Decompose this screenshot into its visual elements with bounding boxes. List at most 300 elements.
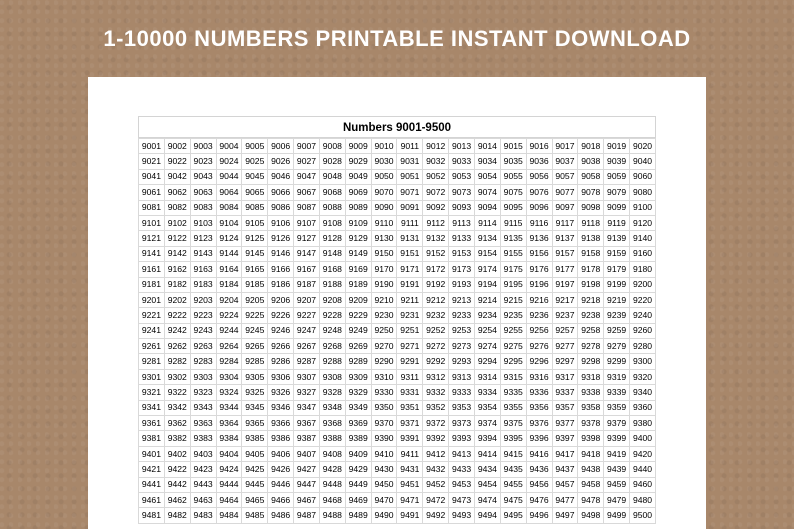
number-cell: 9329 [345, 385, 371, 400]
number-cell: 9432 [423, 462, 449, 477]
number-cell: 9388 [319, 431, 345, 446]
number-cell: 9427 [294, 462, 320, 477]
number-cell: 9201 [139, 292, 165, 307]
number-cell: 9337 [552, 385, 578, 400]
number-cell: 9414 [474, 446, 500, 461]
number-cell: 9004 [216, 139, 242, 154]
number-cell: 9221 [139, 308, 165, 323]
number-cell: 9246 [268, 323, 294, 338]
number-cell: 9076 [526, 185, 552, 200]
number-cell: 9492 [423, 508, 449, 523]
number-cell: 9114 [474, 215, 500, 230]
number-cell: 9103 [190, 215, 216, 230]
number-cell: 9222 [164, 308, 190, 323]
number-cell: 9472 [423, 492, 449, 507]
number-cell: 9200 [630, 277, 656, 292]
number-cell: 9247 [294, 323, 320, 338]
number-cell: 9196 [526, 277, 552, 292]
number-cell: 9275 [500, 339, 526, 354]
number-cell: 9319 [604, 369, 630, 384]
number-cell: 9307 [294, 369, 320, 384]
number-cell: 9297 [552, 354, 578, 369]
number-cell: 9057 [552, 169, 578, 184]
number-cell: 9161 [139, 262, 165, 277]
number-cell: 9224 [216, 308, 242, 323]
number-cell: 9471 [397, 492, 423, 507]
number-cell: 9383 [190, 431, 216, 446]
number-cell: 9230 [371, 308, 397, 323]
number-cell: 9343 [190, 400, 216, 415]
number-grid [138, 138, 656, 524]
number-cell: 9088 [319, 200, 345, 215]
number-cell: 9398 [578, 431, 604, 446]
number-cell: 9322 [164, 385, 190, 400]
number-cell: 9386 [268, 431, 294, 446]
number-cell: 9267 [294, 339, 320, 354]
number-cell: 9362 [164, 416, 190, 431]
number-cell: 9321 [139, 385, 165, 400]
grid-row [139, 215, 656, 230]
number-cell: 9363 [190, 416, 216, 431]
number-cell: 9393 [449, 431, 475, 446]
number-cell: 9479 [604, 492, 630, 507]
number-cell: 9232 [423, 308, 449, 323]
number-cell: 9174 [474, 262, 500, 277]
number-cell: 9330 [371, 385, 397, 400]
printable-paper [88, 77, 706, 529]
number-cell: 9409 [345, 446, 371, 461]
number-cell: 9429 [345, 462, 371, 477]
number-cell: 9381 [139, 431, 165, 446]
number-cell: 9134 [474, 231, 500, 246]
number-cell: 9040 [630, 154, 656, 169]
number-cell: 9027 [294, 154, 320, 169]
number-cell: 9083 [190, 200, 216, 215]
number-cell: 9008 [319, 139, 345, 154]
number-cell: 9459 [604, 477, 630, 492]
number-cell: 9394 [474, 431, 500, 446]
number-cell: 9021 [139, 154, 165, 169]
number-cell: 9462 [164, 492, 190, 507]
number-cell: 9152 [423, 246, 449, 261]
number-cell: 9176 [526, 262, 552, 277]
banner-title: 1-10000 NUMBERS PRINTABLE INSTANT DOWNLOAD [103, 26, 691, 51]
number-cell: 9339 [604, 385, 630, 400]
grid-row [139, 169, 656, 184]
number-cell: 9315 [500, 369, 526, 384]
number-cell: 9054 [474, 169, 500, 184]
number-cell: 9282 [164, 354, 190, 369]
number-cell: 9444 [216, 477, 242, 492]
number-cell: 9178 [578, 262, 604, 277]
number-cell: 9138 [578, 231, 604, 246]
number-cell: 9397 [552, 431, 578, 446]
number-cell: 9408 [319, 446, 345, 461]
number-cell: 9185 [242, 277, 268, 292]
number-cell: 9350 [371, 400, 397, 415]
number-cell: 9018 [578, 139, 604, 154]
number-cell: 9109 [345, 215, 371, 230]
number-cell: 9438 [578, 462, 604, 477]
number-cell: 9250 [371, 323, 397, 338]
number-cell: 9006 [268, 139, 294, 154]
number-cell: 9194 [474, 277, 500, 292]
number-cell: 9348 [319, 400, 345, 415]
number-cell: 9304 [216, 369, 242, 384]
number-cell: 9433 [449, 462, 475, 477]
number-cell: 9233 [449, 308, 475, 323]
number-cell: 9291 [397, 354, 423, 369]
number-cell: 9229 [345, 308, 371, 323]
number-cell: 9206 [268, 292, 294, 307]
number-cell: 9213 [449, 292, 475, 307]
number-cell: 9372 [423, 416, 449, 431]
number-cell: 9115 [500, 215, 526, 230]
number-cell: 9133 [449, 231, 475, 246]
number-cell: 9483 [190, 508, 216, 523]
number-cell: 9454 [474, 477, 500, 492]
number-cell: 9306 [268, 369, 294, 384]
number-cell: 9118 [578, 215, 604, 230]
number-cell: 9101 [139, 215, 165, 230]
number-cell: 9031 [397, 154, 423, 169]
number-cell: 9425 [242, 462, 268, 477]
number-cell: 9164 [216, 262, 242, 277]
number-cell: 9183 [190, 277, 216, 292]
number-cell: 9117 [552, 215, 578, 230]
number-cell: 9309 [345, 369, 371, 384]
number-cell: 9182 [164, 277, 190, 292]
number-cell: 9064 [216, 185, 242, 200]
number-cell: 9162 [164, 262, 190, 277]
number-cell: 9312 [423, 369, 449, 384]
number-cell: 9461 [139, 492, 165, 507]
number-cell: 9022 [164, 154, 190, 169]
number-cell: 9014 [474, 139, 500, 154]
number-cell: 9482 [164, 508, 190, 523]
number-cell: 9203 [190, 292, 216, 307]
number-cell: 9495 [500, 508, 526, 523]
number-cell: 9146 [268, 246, 294, 261]
number-cell: 9351 [397, 400, 423, 415]
number-cell: 9028 [319, 154, 345, 169]
number-cell: 9216 [526, 292, 552, 307]
number-cell: 9163 [190, 262, 216, 277]
number-cell: 9209 [345, 292, 371, 307]
number-cell: 9271 [397, 339, 423, 354]
grid-row [139, 154, 656, 169]
number-cell: 9148 [319, 246, 345, 261]
number-cell: 9102 [164, 215, 190, 230]
number-cell: 9111 [397, 215, 423, 230]
number-cell: 9055 [500, 169, 526, 184]
number-cell: 9242 [164, 323, 190, 338]
number-cell: 9292 [423, 354, 449, 369]
number-cell: 9316 [526, 369, 552, 384]
number-cell: 9407 [294, 446, 320, 461]
number-cell: 9048 [319, 169, 345, 184]
number-cell: 9120 [630, 215, 656, 230]
number-cell: 9205 [242, 292, 268, 307]
number-cell: 9198 [578, 277, 604, 292]
number-cell: 9211 [397, 292, 423, 307]
grid-row [139, 446, 656, 461]
number-cell: 9331 [397, 385, 423, 400]
number-cell: 9157 [552, 246, 578, 261]
number-cell: 9387 [294, 431, 320, 446]
number-cell: 9023 [190, 154, 216, 169]
number-sheet [138, 116, 656, 524]
number-cell: 9188 [319, 277, 345, 292]
number-cell: 9287 [294, 354, 320, 369]
number-cell: 9320 [630, 369, 656, 384]
number-cell: 9259 [604, 323, 630, 338]
number-cell: 9406 [268, 446, 294, 461]
number-cell: 9340 [630, 385, 656, 400]
number-cell: 9197 [552, 277, 578, 292]
number-cell: 9080 [630, 185, 656, 200]
number-cell: 9447 [294, 477, 320, 492]
number-cell: 9360 [630, 400, 656, 415]
number-cell: 9091 [397, 200, 423, 215]
number-cell: 9428 [319, 462, 345, 477]
grid-row [139, 308, 656, 323]
number-cell: 9166 [268, 262, 294, 277]
number-cell: 9442 [164, 477, 190, 492]
number-cell: 9441 [139, 477, 165, 492]
number-cell: 9003 [190, 139, 216, 154]
number-cell: 9142 [164, 246, 190, 261]
grid-row [139, 354, 656, 369]
number-cell: 9500 [630, 508, 656, 523]
number-cell: 9036 [526, 154, 552, 169]
number-cell: 9128 [319, 231, 345, 246]
number-cell: 9089 [345, 200, 371, 215]
number-cell: 9384 [216, 431, 242, 446]
number-cell: 9296 [526, 354, 552, 369]
number-cell: 9074 [474, 185, 500, 200]
number-cell: 9417 [552, 446, 578, 461]
grid-row [139, 416, 656, 431]
number-cell: 9239 [604, 308, 630, 323]
number-cell: 9338 [578, 385, 604, 400]
number-cell: 9437 [552, 462, 578, 477]
grid-row [139, 462, 656, 477]
number-cell: 9047 [294, 169, 320, 184]
number-cell: 9228 [319, 308, 345, 323]
number-cell: 9208 [319, 292, 345, 307]
number-cell: 9168 [319, 262, 345, 277]
number-cell: 9121 [139, 231, 165, 246]
number-cell: 9328 [319, 385, 345, 400]
number-cell: 9097 [552, 200, 578, 215]
number-cell: 9353 [449, 400, 475, 415]
number-cell: 9478 [578, 492, 604, 507]
number-cell: 9356 [526, 400, 552, 415]
number-cell: 9308 [319, 369, 345, 384]
number-cell: 9050 [371, 169, 397, 184]
number-cell: 9010 [371, 139, 397, 154]
number-cell: 9069 [345, 185, 371, 200]
number-cell: 9167 [294, 262, 320, 277]
number-cell: 9231 [397, 308, 423, 323]
number-cell: 9215 [500, 292, 526, 307]
number-cell: 9245 [242, 323, 268, 338]
number-cell: 9086 [268, 200, 294, 215]
number-cell: 9457 [552, 477, 578, 492]
number-cell: 9277 [552, 339, 578, 354]
number-cell: 9017 [552, 139, 578, 154]
number-cell: 9488 [319, 508, 345, 523]
number-cell: 9378 [578, 416, 604, 431]
number-cell: 9290 [371, 354, 397, 369]
number-cell: 9273 [449, 339, 475, 354]
number-cell: 9070 [371, 185, 397, 200]
number-cell: 9352 [423, 400, 449, 415]
number-cell: 9403 [190, 446, 216, 461]
number-cell: 9072 [423, 185, 449, 200]
number-cell: 9402 [164, 446, 190, 461]
number-cell: 9090 [371, 200, 397, 215]
number-cell: 9366 [268, 416, 294, 431]
number-cell: 9325 [242, 385, 268, 400]
number-cell: 9249 [345, 323, 371, 338]
number-cell: 9123 [190, 231, 216, 246]
number-cell: 9419 [604, 446, 630, 461]
number-cell: 9136 [526, 231, 552, 246]
number-cell: 9456 [526, 477, 552, 492]
number-cell: 9450 [371, 477, 397, 492]
number-cell: 9218 [578, 292, 604, 307]
number-cell: 9401 [139, 446, 165, 461]
number-cell: 9333 [449, 385, 475, 400]
number-cell: 9434 [474, 462, 500, 477]
grid-row [139, 385, 656, 400]
number-cell: 9324 [216, 385, 242, 400]
grid-row [139, 139, 656, 154]
number-cell: 9392 [423, 431, 449, 446]
number-cell: 9411 [397, 446, 423, 461]
number-cell: 9058 [578, 169, 604, 184]
grid-row [139, 431, 656, 446]
number-cell: 9082 [164, 200, 190, 215]
number-cell: 9144 [216, 246, 242, 261]
number-cell: 9262 [164, 339, 190, 354]
number-cell: 9431 [397, 462, 423, 477]
number-cell: 9044 [216, 169, 242, 184]
number-cell: 9303 [190, 369, 216, 384]
number-cell: 9129 [345, 231, 371, 246]
number-cell: 9490 [371, 508, 397, 523]
number-cell: 9112 [423, 215, 449, 230]
number-cell: 9463 [190, 492, 216, 507]
number-cell: 9268 [319, 339, 345, 354]
number-cell: 9001 [139, 139, 165, 154]
number-cell: 9149 [345, 246, 371, 261]
number-cell: 9254 [474, 323, 500, 338]
number-cell: 9061 [139, 185, 165, 200]
number-cell: 9293 [449, 354, 475, 369]
number-cell: 9039 [604, 154, 630, 169]
number-cell: 9214 [474, 292, 500, 307]
number-cell: 9323 [190, 385, 216, 400]
number-cell: 9096 [526, 200, 552, 215]
number-cell: 9443 [190, 477, 216, 492]
grid-row [139, 369, 656, 384]
number-cell: 9446 [268, 477, 294, 492]
number-cell: 9241 [139, 323, 165, 338]
number-cell: 9489 [345, 508, 371, 523]
number-cell: 9404 [216, 446, 242, 461]
grid-row [139, 492, 656, 507]
number-cell: 9226 [268, 308, 294, 323]
number-cell: 9060 [630, 169, 656, 184]
grid-row [139, 339, 656, 354]
number-cell: 9159 [604, 246, 630, 261]
number-cell: 9370 [371, 416, 397, 431]
number-cell: 9453 [449, 477, 475, 492]
number-cell: 9184 [216, 277, 242, 292]
number-cell: 9263 [190, 339, 216, 354]
number-cell: 9024 [216, 154, 242, 169]
number-cell: 9314 [474, 369, 500, 384]
number-cell: 9071 [397, 185, 423, 200]
number-cell: 9280 [630, 339, 656, 354]
number-cell: 9191 [397, 277, 423, 292]
number-cell: 9248 [319, 323, 345, 338]
number-cell: 9019 [604, 139, 630, 154]
number-cell: 9020 [630, 139, 656, 154]
number-cell: 9310 [371, 369, 397, 384]
number-cell: 9026 [268, 154, 294, 169]
number-cell: 9477 [552, 492, 578, 507]
number-cell: 9274 [474, 339, 500, 354]
number-cell: 9108 [319, 215, 345, 230]
number-cell: 9279 [604, 339, 630, 354]
number-cell: 9256 [526, 323, 552, 338]
number-cell: 9154 [474, 246, 500, 261]
number-cell: 9255 [500, 323, 526, 338]
number-cell: 9173 [449, 262, 475, 277]
number-cell: 9037 [552, 154, 578, 169]
number-cell: 9029 [345, 154, 371, 169]
number-cell: 9265 [242, 339, 268, 354]
number-cell: 9289 [345, 354, 371, 369]
number-cell: 9131 [397, 231, 423, 246]
number-cell: 9410 [371, 446, 397, 461]
number-cell: 9373 [449, 416, 475, 431]
number-cell: 9385 [242, 431, 268, 446]
number-cell: 9011 [397, 139, 423, 154]
number-cell: 9359 [604, 400, 630, 415]
number-cell: 9062 [164, 185, 190, 200]
number-cell: 9046 [268, 169, 294, 184]
number-cell: 9217 [552, 292, 578, 307]
number-cell: 9313 [449, 369, 475, 384]
number-cell: 9251 [397, 323, 423, 338]
number-cell: 9391 [397, 431, 423, 446]
number-cell: 9235 [500, 308, 526, 323]
number-cell: 9240 [630, 308, 656, 323]
number-cell: 9342 [164, 400, 190, 415]
number-cell: 9009 [345, 139, 371, 154]
number-cell: 9424 [216, 462, 242, 477]
number-cell: 9358 [578, 400, 604, 415]
number-cell: 9043 [190, 169, 216, 184]
number-cell: 9367 [294, 416, 320, 431]
number-cell: 9165 [242, 262, 268, 277]
number-cell: 9395 [500, 431, 526, 446]
